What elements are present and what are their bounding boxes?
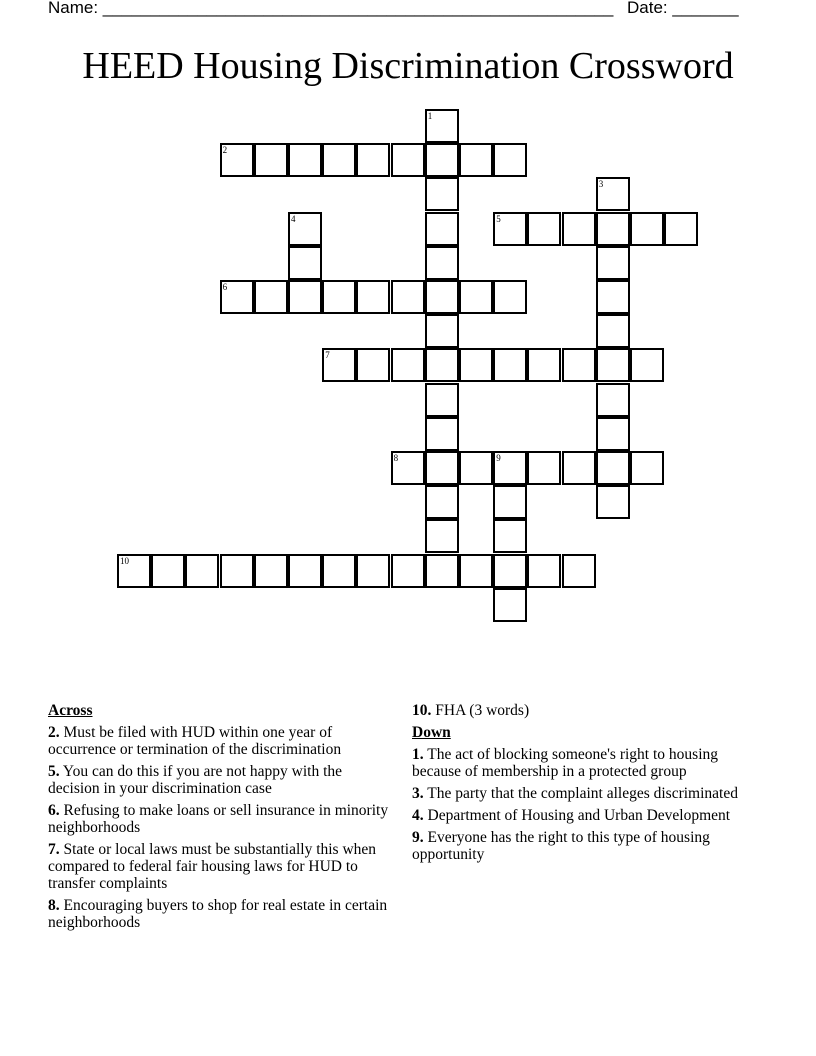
clue-number-label: 3 <box>598 179 604 190</box>
crossword-cell[interactable] <box>527 348 561 382</box>
name-field-label: Name: ______________________________________________________ <box>48 0 614 17</box>
crossword-cell[interactable] <box>493 143 527 177</box>
crossword-cell[interactable] <box>254 280 288 314</box>
clue-number: 4. <box>412 807 424 824</box>
clue-down-1 <box>412 746 757 780</box>
clue-number: 5. <box>48 763 60 780</box>
crossword-cell[interactable] <box>288 143 322 177</box>
crossword-cell[interactable] <box>220 554 254 588</box>
crossword-cell[interactable] <box>527 451 561 485</box>
clue-number: 10. <box>412 702 432 719</box>
crossword-cell[interactable] <box>596 451 630 485</box>
clue-text: Department of Housing and Urban Development <box>423 807 731 824</box>
clue-number-label: 6 <box>222 282 228 292</box>
clue-number-label: 2 <box>222 145 228 156</box>
clue-text: The party that the complaint alleges discriminated <box>423 785 738 802</box>
crossword-cell[interactable] <box>391 451 425 485</box>
crossword-cell[interactable] <box>596 314 630 348</box>
crossword-cell[interactable] <box>562 554 596 588</box>
clue-across-10 <box>412 702 757 719</box>
clue-number-label: 4 <box>291 213 296 224</box>
crossword-cell[interactable] <box>322 280 356 314</box>
clue-text: State or local laws must be substantially this when compared to federal fair housing laws for HUD to transfer complaints <box>48 841 377 892</box>
crossword-cell[interactable] <box>562 451 596 485</box>
crossword-cell[interactable] <box>596 417 630 451</box>
crossword-cell[interactable] <box>220 143 254 177</box>
crossword-cell[interactable] <box>288 280 322 314</box>
crossword-cell[interactable] <box>356 143 390 177</box>
crossword-cell[interactable] <box>527 554 561 588</box>
crossword-cell[interactable] <box>425 280 459 314</box>
clue-down-4 <box>412 807 757 824</box>
crossword-cell[interactable] <box>562 348 596 382</box>
clue-number: 3. <box>412 785 424 802</box>
date-field-label: Date: _______ <box>627 0 739 17</box>
crossword-cell[interactable] <box>630 451 664 485</box>
crossword-cell[interactable] <box>493 212 527 246</box>
crossword-cell[interactable] <box>356 348 390 382</box>
crossword-cell[interactable] <box>356 554 390 588</box>
clue-number: 9. <box>412 829 424 846</box>
clue-across-6 <box>48 802 393 836</box>
crossword-cell[interactable] <box>596 212 630 246</box>
clue-number: 2. <box>48 724 60 741</box>
crossword-cell[interactable] <box>596 177 630 211</box>
crossword-cell[interactable] <box>630 348 664 382</box>
clue-number: 7. <box>48 841 60 858</box>
clue-number: 8. <box>48 897 60 914</box>
crossword-cell[interactable] <box>254 143 288 177</box>
crossword-cell[interactable] <box>288 246 322 280</box>
across-heading: Across <box>48 702 93 719</box>
crossword-cell[interactable] <box>425 348 459 382</box>
clue-text: Encouraging buyers to shop for real estate in certain neighborhoods <box>48 897 388 931</box>
crossword-cell[interactable] <box>459 280 493 314</box>
crossword-cell[interactable] <box>425 417 459 451</box>
crossword-cell[interactable] <box>117 554 151 588</box>
crossword-cell[interactable] <box>562 212 596 246</box>
crossword-cell[interactable] <box>459 348 493 382</box>
crossword-cell[interactable] <box>322 554 356 588</box>
clue-across-7 <box>48 841 393 892</box>
crossword-cell[interactable] <box>459 554 493 588</box>
crossword-cell[interactable] <box>425 212 459 246</box>
crossword-cell[interactable] <box>391 280 425 314</box>
crossword-cell[interactable] <box>459 143 493 177</box>
crossword-cell[interactable] <box>630 212 664 246</box>
crossword-cell[interactable] <box>425 246 459 280</box>
crossword-cell[interactable] <box>254 554 288 588</box>
crossword-cell[interactable] <box>425 554 459 588</box>
clue-across-5 <box>48 763 393 797</box>
crossword-cell[interactable] <box>596 348 630 382</box>
crossword-cell[interactable] <box>185 554 219 588</box>
crossword-cell[interactable] <box>596 280 630 314</box>
crossword-cell[interactable] <box>322 348 356 382</box>
crossword-cell[interactable] <box>664 212 698 246</box>
crossword-cell[interactable] <box>288 212 322 246</box>
clue-text: Everyone has the right to this type of housing opportunity <box>412 829 710 863</box>
clue-down-9 <box>412 829 757 863</box>
crossword-cell[interactable] <box>493 348 527 382</box>
crossword-cell[interactable] <box>493 519 527 553</box>
clue-across-2 <box>48 724 393 758</box>
clue-number-label: 1 <box>427 111 433 121</box>
crossword-cell[interactable] <box>322 143 356 177</box>
crossword-cell[interactable] <box>425 109 459 143</box>
clue-number-label: 5 <box>496 213 501 224</box>
crossword-cell[interactable] <box>425 383 459 417</box>
clue-text: Must be filed with HUD within one year of occurrence or termination of the discrimination <box>48 724 342 758</box>
crossword-cell[interactable] <box>425 143 459 177</box>
clues-left-column <box>48 702 393 936</box>
crossword-cell[interactable] <box>493 451 527 485</box>
crossword-cell[interactable] <box>425 519 459 553</box>
crossword-cell[interactable] <box>425 451 459 485</box>
clue-number: 1. <box>412 746 424 763</box>
clue-down-3 <box>412 785 757 802</box>
down-heading: Down <box>412 724 451 741</box>
clue-number-label: 9 <box>496 453 501 463</box>
crossword-cell[interactable] <box>493 485 527 519</box>
crossword-cell[interactable] <box>391 348 425 382</box>
clues-right-column <box>412 702 757 868</box>
crossword-cell[interactable] <box>391 554 425 588</box>
clue-number: 6. <box>48 802 60 819</box>
crossword-cell[interactable] <box>493 280 527 314</box>
crossword-cell[interactable] <box>288 554 322 588</box>
crossword-cell[interactable] <box>596 246 630 280</box>
page-title: HEED Housing Discrimination Crossword <box>82 45 734 87</box>
crossword-cell[interactable] <box>493 554 527 588</box>
crossword-cell[interactable] <box>596 485 630 519</box>
clue-number-label: 8 <box>393 453 399 463</box>
crossword-cell[interactable] <box>151 554 185 588</box>
crossword-cell[interactable] <box>220 280 254 314</box>
clue-number-label: 10 <box>120 555 129 566</box>
crossword-cell[interactable] <box>459 451 493 485</box>
crossword-cell[interactable] <box>425 485 459 519</box>
clue-text: The act of blocking someone's right to housing because of membership in a protected group <box>412 746 719 780</box>
clue-across-8 <box>48 897 393 931</box>
crossword-cell[interactable] <box>425 177 459 211</box>
clue-text: You can do this if you are not happy with the decision in your discrimination case <box>48 763 343 797</box>
crossword-cell[interactable] <box>596 383 630 417</box>
clue-text: Refusing to make loans or sell insurance in minority neighborhoods <box>48 802 389 836</box>
crossword-cell[interactable] <box>493 588 527 622</box>
clue-text: FHA (3 words) <box>431 702 530 719</box>
crossword-cell[interactable] <box>391 143 425 177</box>
clue-number-label: 7 <box>325 350 330 361</box>
crossword-cell[interactable] <box>425 314 459 348</box>
crossword-cell[interactable] <box>356 280 390 314</box>
crossword-cell[interactable] <box>527 212 561 246</box>
